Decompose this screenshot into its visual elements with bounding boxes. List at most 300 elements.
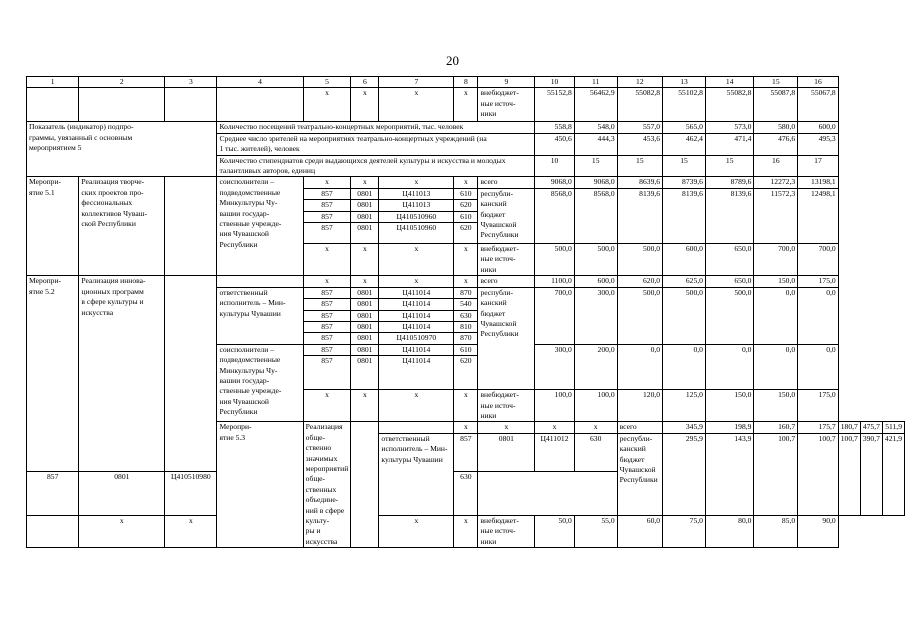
value-cell: 175,7 — [798, 422, 839, 433]
value-cell: 500,0 — [574, 244, 617, 276]
empty-cell — [379, 422, 454, 433]
value-cell: 143,9 — [705, 433, 754, 515]
value-cell: 80,0 — [705, 516, 754, 548]
code-cell: 857 — [303, 211, 351, 222]
funding-source-line: бюджет — [480, 308, 506, 318]
funding-source-line: ники — [480, 109, 497, 119]
value-cell: 650,0 — [705, 244, 754, 276]
funding-source-line: ники — [480, 536, 497, 546]
funding-source-line: ные источ- — [480, 98, 516, 108]
page-number: 20 — [446, 53, 459, 68]
value-cell: 462,4 — [663, 133, 706, 155]
funding-source-line: ные источ- — [480, 400, 516, 410]
code-cell: 857 — [303, 188, 351, 199]
column-number: 5 — [303, 77, 351, 88]
indicator-label — [27, 122, 217, 177]
executor — [379, 433, 454, 515]
code-cell: 620 — [454, 223, 478, 244]
code-cell: x — [379, 88, 454, 122]
value-cell: 0,0 — [754, 344, 798, 389]
table-row — [27, 122, 905, 133]
funding-source-line: внебюджет- — [480, 390, 519, 400]
value-cell: 150,0 — [705, 390, 754, 422]
column-number: 12 — [617, 77, 662, 88]
value-cell: 16 — [754, 155, 798, 177]
code-cell: 610 — [454, 211, 478, 222]
code-cell: Ц411013 — [379, 200, 454, 211]
code-cell: x — [535, 422, 574, 433]
value-cell: 511,9 — [882, 422, 904, 433]
empty-cell — [27, 88, 79, 122]
value-cell: 471,4 — [705, 133, 754, 155]
executor-line: ния Чувашской — [219, 229, 269, 239]
code-cell: x — [454, 244, 478, 276]
funding-source-line: Чувашской — [619, 464, 656, 474]
code-cell: 810 — [454, 321, 478, 332]
funding-source: всего — [478, 276, 535, 287]
executor-line: соисполнители – — [219, 344, 274, 354]
indicator-label-line: граммы, увязанный с основным — [29, 132, 133, 142]
funding-source-line: Республики — [619, 475, 658, 485]
code-cell: 857 — [303, 310, 351, 321]
code-cell: 0801 — [478, 433, 535, 471]
value-cell: 600,0 — [663, 244, 706, 276]
code-cell: 857 — [303, 299, 351, 310]
code-cell: Ц411012 — [535, 433, 574, 471]
code-cell: 857 — [27, 472, 79, 516]
code-cell: x — [379, 177, 454, 188]
code-cell: Ц411014 — [379, 344, 454, 355]
measure-name-line: ционных программ — [81, 286, 144, 296]
executor-line: Минкультуры Чу- — [219, 365, 278, 375]
value-cell: 55082,8 — [617, 88, 662, 122]
empty-cell — [351, 422, 379, 548]
code-cell: Ц411014 — [379, 321, 454, 332]
value-cell: 500,0 — [617, 287, 662, 344]
indicator-text-line: талантливых авторов, единиц — [219, 166, 316, 176]
measure-name-line: искусства — [81, 307, 114, 317]
code-cell: x — [379, 244, 454, 276]
code-cell: 630 — [454, 310, 478, 321]
table-row — [27, 88, 905, 122]
value-cell: 580,0 — [754, 122, 798, 133]
measure-name-line: ской Республики — [81, 219, 136, 229]
funding-source-line: Республики — [480, 329, 519, 339]
funding-source-line: канский — [480, 199, 507, 209]
value-cell: 100,7 — [798, 433, 839, 515]
code-cell: 0801 — [351, 299, 379, 310]
value-cell: 8789,6 — [705, 177, 754, 188]
code-cell: 857 — [303, 200, 351, 211]
measure-id — [217, 422, 303, 548]
value-cell: 421,9 — [882, 433, 904, 515]
funding-source-line: канский — [480, 298, 507, 308]
value-cell: 390,7 — [860, 433, 882, 515]
code-cell: 620 — [454, 200, 478, 211]
code-cell: x — [454, 276, 478, 287]
code-cell: Ц411014 — [379, 299, 454, 310]
code-cell: 870 — [454, 333, 478, 344]
measure-name-line: Реализация творче- — [81, 177, 145, 187]
executor-line: ственные учрежде- — [219, 219, 282, 229]
executor-line: вашии государ- — [219, 208, 270, 218]
value-cell: 565,0 — [663, 122, 706, 133]
measure-name-line: коллективов Чуваш- — [81, 208, 148, 218]
funding-source-line: ные источ- — [480, 254, 516, 264]
value-cell: 444,3 — [574, 133, 617, 155]
measure-name-line: ственных объедине- — [305, 484, 339, 505]
code-cell: x — [303, 88, 351, 122]
measure-name-line: Реализация иннова- — [81, 276, 146, 286]
measure-name-line: ских проектов про- — [81, 187, 144, 197]
funding-source-line: республи- — [480, 188, 513, 198]
value-cell: 8139,6 — [663, 188, 706, 243]
empty-cell — [165, 88, 217, 122]
column-number: 4 — [217, 77, 303, 88]
measure-id-line: Меропри- — [29, 177, 62, 187]
indicator-label-line: Показатель (индикатор) подпро- — [29, 122, 134, 132]
code-cell: 630 — [454, 472, 478, 516]
value-cell: 0,0 — [663, 344, 706, 389]
value-cell: 8139,6 — [705, 188, 754, 243]
funding-source — [478, 287, 535, 389]
executor — [217, 344, 303, 422]
executor-line: культуры Чувашии — [381, 454, 443, 464]
column-number: 1 — [27, 77, 79, 88]
column-number: 3 — [165, 77, 217, 88]
code-cell: Ц410510960 — [379, 223, 454, 244]
funding-source: всего — [478, 177, 535, 188]
code-cell: 857 — [303, 333, 351, 344]
value-cell: 500,0 — [535, 244, 574, 276]
code-cell: x — [478, 422, 535, 433]
value-cell: 198,9 — [705, 422, 754, 433]
code-cell: x — [303, 276, 351, 287]
code-cell: 0801 — [79, 472, 165, 516]
code-cell: 857 — [454, 433, 478, 471]
code-cell: x — [303, 390, 351, 422]
executor-line: исполнитель – Мин- — [381, 444, 448, 454]
code-cell: 620 — [454, 356, 478, 390]
value-cell: 12498,1 — [798, 188, 839, 243]
funding-source: всего — [617, 422, 662, 433]
funding-source-line: бюджет — [619, 454, 645, 464]
value-cell: 15 — [574, 155, 617, 177]
value-cell: 558,8 — [535, 122, 574, 133]
funding-source-line: республи- — [619, 433, 653, 443]
code-cell: x — [454, 422, 478, 433]
executor — [217, 287, 303, 344]
table-row — [27, 276, 905, 287]
executor-line: ответственный — [381, 433, 430, 443]
column-number: 10 — [535, 77, 574, 88]
value-cell: 0,0 — [617, 344, 662, 389]
value-cell: 15 — [617, 155, 662, 177]
measure-name — [79, 177, 165, 276]
code-cell: x — [379, 276, 454, 287]
value-cell: 700,0 — [754, 244, 798, 276]
funding-source — [478, 390, 535, 422]
code-cell: Ц411014 — [379, 287, 454, 298]
column-number: 15 — [754, 77, 798, 88]
value-cell: 453,6 — [617, 133, 662, 155]
code-cell: x — [303, 177, 351, 188]
value-cell: 125,0 — [663, 390, 706, 422]
code-cell: x — [454, 88, 478, 122]
empty-cell — [165, 177, 217, 276]
value-cell: 475,7 — [860, 422, 882, 433]
code-cell: x — [303, 244, 351, 276]
value-cell: 200,0 — [574, 344, 617, 389]
value-cell: 175,0 — [798, 390, 839, 422]
value-cell: 15 — [663, 155, 706, 177]
funding-source-line: внебюджет- — [480, 88, 519, 98]
measure-id — [27, 177, 79, 276]
executor-line: культуры Чувашии — [219, 308, 281, 318]
measure-name-line: мероприятий обще- — [305, 463, 349, 484]
value-cell: 600,0 — [798, 122, 839, 133]
code-cell: 857 — [303, 287, 351, 298]
value-cell: 60,0 — [617, 516, 662, 548]
funding-source — [478, 516, 535, 548]
code-cell: 630 — [574, 433, 617, 471]
code-cell: x — [379, 516, 454, 548]
value-cell: 0,0 — [754, 287, 798, 344]
table-row — [27, 177, 905, 188]
value-cell: 160,7 — [754, 422, 798, 433]
column-number: 16 — [798, 77, 839, 88]
value-cell: 150,0 — [754, 390, 798, 422]
value-cell: 55082,8 — [705, 88, 754, 122]
code-cell: 0801 — [351, 344, 379, 355]
measure-id-line: ятие 5.3 — [219, 432, 246, 442]
code-cell: 857 — [303, 223, 351, 244]
indicator-text — [217, 122, 535, 133]
empty-cell — [79, 88, 165, 122]
code-cell: x — [351, 390, 379, 422]
code-cell: x — [454, 390, 478, 422]
funding-source — [478, 188, 535, 243]
value-cell: 13198,1 — [798, 177, 839, 188]
value-cell: 8568,0 — [535, 188, 574, 243]
funding-source-line: республи- — [480, 287, 513, 297]
value-cell: 55152,8 — [535, 88, 574, 122]
value-cell: 476,6 — [754, 133, 798, 155]
column-number: 6 — [351, 77, 379, 88]
measure-name — [303, 422, 351, 548]
measure-name-line: ний в сфере культу- — [305, 505, 345, 525]
executor-line: подведомственные — [219, 355, 281, 365]
executor-line: ответственный — [219, 287, 268, 297]
value-cell: 650,0 — [705, 276, 754, 287]
executor — [217, 177, 303, 276]
measure-id-line: Меропри- — [219, 422, 252, 432]
code-cell: 857 — [303, 356, 351, 390]
funding-source-line: ники — [480, 264, 497, 274]
code-cell: x — [454, 516, 478, 548]
value-cell: 56462,9 — [574, 88, 617, 122]
value-cell: 8639,6 — [617, 177, 662, 188]
value-cell: 150,0 — [754, 276, 798, 287]
executor-line: Республики — [219, 407, 258, 417]
funding-source — [478, 244, 535, 276]
value-cell: 0,0 — [798, 287, 839, 344]
executor-line: исполнитель – Мин- — [219, 298, 286, 308]
value-cell: 300,0 — [574, 287, 617, 344]
measure-name-line: Реализация обще- — [305, 422, 343, 442]
indicator-text-line: 1 тыс. жителей), человек — [219, 144, 300, 154]
code-cell: x — [351, 276, 379, 287]
value-cell: 100,0 — [574, 390, 617, 422]
funding-source-line: Чувашской — [480, 318, 517, 328]
column-number: 13 — [663, 77, 706, 88]
funding-source-line: бюджет — [480, 209, 506, 219]
column-number: 8 — [454, 77, 478, 88]
code-cell: Ц411014 — [379, 310, 454, 321]
funding-source-line: Республики — [480, 230, 519, 240]
funding-source-line: канский — [619, 444, 646, 454]
value-cell: 500,0 — [705, 287, 754, 344]
value-cell: 50,0 — [535, 516, 574, 548]
value-cell: 495,3 — [798, 133, 839, 155]
measure-id-line: ятие 5.1 — [29, 187, 55, 197]
value-cell: 85,0 — [754, 516, 798, 548]
empty-cell — [165, 276, 217, 472]
code-cell: 610 — [454, 188, 478, 199]
value-cell: 8739,6 — [663, 177, 706, 188]
funding-source-line: внебюджет- — [480, 244, 519, 254]
indicator-text-line: Количество посещений театрально-концертных мероприятий, тыс. человек — [219, 122, 464, 132]
code-cell: x — [574, 422, 617, 433]
funding-source-line: внебюджет- — [480, 516, 519, 525]
code-cell: x — [351, 177, 379, 188]
value-cell: 55102,8 — [663, 88, 706, 122]
code-cell: Ц410510970 — [379, 333, 454, 344]
code-cell: x — [79, 516, 165, 548]
executor-line: вашии государ- — [219, 375, 270, 385]
budget-table — [26, 76, 905, 548]
indicator-text — [217, 155, 535, 177]
measure-id-line: ятие 5.2 — [29, 286, 55, 296]
code-cell: Ц411013 — [379, 188, 454, 199]
value-cell: 8568,0 — [574, 188, 617, 243]
measure-name-line: фессиональных — [81, 198, 133, 208]
measure-name-line: в сфере культуры и — [81, 297, 144, 307]
code-cell: 857 — [303, 321, 351, 332]
code-cell: 0801 — [351, 321, 379, 332]
code-cell: 0801 — [351, 211, 379, 222]
value-cell: 573,0 — [705, 122, 754, 133]
value-cell: 700,0 — [798, 244, 839, 276]
empty-cell — [217, 276, 303, 287]
value-cell: 500,0 — [617, 244, 662, 276]
executor-line: ственные учрежде- — [219, 386, 282, 396]
value-cell: 9068,0 — [535, 177, 574, 188]
value-cell: 1100,0 — [535, 276, 574, 287]
value-cell: 345,9 — [663, 422, 706, 433]
value-cell: 625,0 — [663, 276, 706, 287]
value-cell: 120,0 — [617, 390, 662, 422]
value-cell: 300,0 — [535, 344, 574, 389]
value-cell: 0,0 — [798, 344, 839, 389]
measure-id-line: Меропри- — [29, 276, 62, 286]
indicator-label-line: мероприятием 5 — [29, 143, 82, 153]
code-cell: 0801 — [351, 310, 379, 321]
value-cell: 12272,3 — [754, 177, 798, 188]
value-cell: 0,0 — [705, 344, 754, 389]
value-cell: 90,0 — [798, 516, 839, 548]
code-cell: x — [165, 516, 217, 548]
funding-source-line: ные источ- — [480, 526, 516, 536]
code-cell: 0801 — [351, 356, 379, 390]
value-cell: 55067,8 — [798, 88, 839, 122]
value-cell: 15 — [705, 155, 754, 177]
code-cell: 610 — [454, 344, 478, 355]
executor-line: подведомственные — [219, 187, 281, 197]
column-number: 7 — [379, 77, 454, 88]
value-cell: 55,0 — [574, 516, 617, 548]
column-number: 2 — [79, 77, 165, 88]
value-cell: 8139,6 — [617, 188, 662, 243]
value-cell: 620,0 — [617, 276, 662, 287]
value-cell: 500,0 — [663, 287, 706, 344]
table-row — [27, 77, 905, 88]
table-row — [27, 516, 905, 548]
code-cell: 0801 — [351, 200, 379, 211]
value-cell: 10 — [535, 155, 574, 177]
value-cell: 548,0 — [574, 122, 617, 133]
executor-line: Минкультуры Чу- — [219, 198, 278, 208]
value-cell: 175,0 — [798, 276, 839, 287]
value-cell: 100,7 — [838, 433, 860, 515]
code-cell: Ц411014 — [379, 356, 454, 390]
value-cell: 557,0 — [617, 122, 662, 133]
empty-cell — [217, 88, 303, 122]
column-number: 9 — [478, 77, 535, 88]
value-cell: 9068,0 — [574, 177, 617, 188]
code-cell: x — [379, 390, 454, 422]
measure-name-line: ственно значимых — [305, 443, 338, 463]
funding-source — [478, 88, 535, 122]
measure-name-line: ры и искусства — [305, 526, 338, 546]
column-number: 14 — [705, 77, 754, 88]
value-cell: 55087,8 — [754, 88, 798, 122]
code-cell: Ц410510980 — [165, 472, 217, 516]
funding-source-line: ники — [480, 410, 497, 420]
value-cell: 100,0 — [535, 390, 574, 422]
indicator-text — [217, 133, 535, 155]
code-cell: 0801 — [351, 287, 379, 298]
value-cell: 11572,3 — [754, 188, 798, 243]
executor-line: Республики — [219, 239, 258, 249]
code-cell: Ц410510960 — [379, 211, 454, 222]
code-cell: x — [454, 177, 478, 188]
measure-id — [27, 276, 79, 472]
column-number: 11 — [574, 77, 617, 88]
funding-source — [617, 433, 662, 515]
executor-line: ния Чувашской — [219, 396, 269, 406]
code-cell: 857 — [303, 344, 351, 355]
value-cell: 100,7 — [754, 433, 798, 515]
funding-source-line: Чувашской — [480, 220, 517, 230]
value-cell: 700,0 — [535, 287, 574, 344]
executor-line: соисполнители – — [219, 177, 274, 187]
empty-cell — [27, 516, 79, 548]
indicator-text-line: Среднее число зрителей на мероприятиях театрально-концертных учреждений (на — [219, 133, 487, 143]
value-cell: 75,0 — [663, 516, 706, 548]
code-cell: 540 — [454, 299, 478, 310]
code-cell: x — [351, 88, 379, 122]
